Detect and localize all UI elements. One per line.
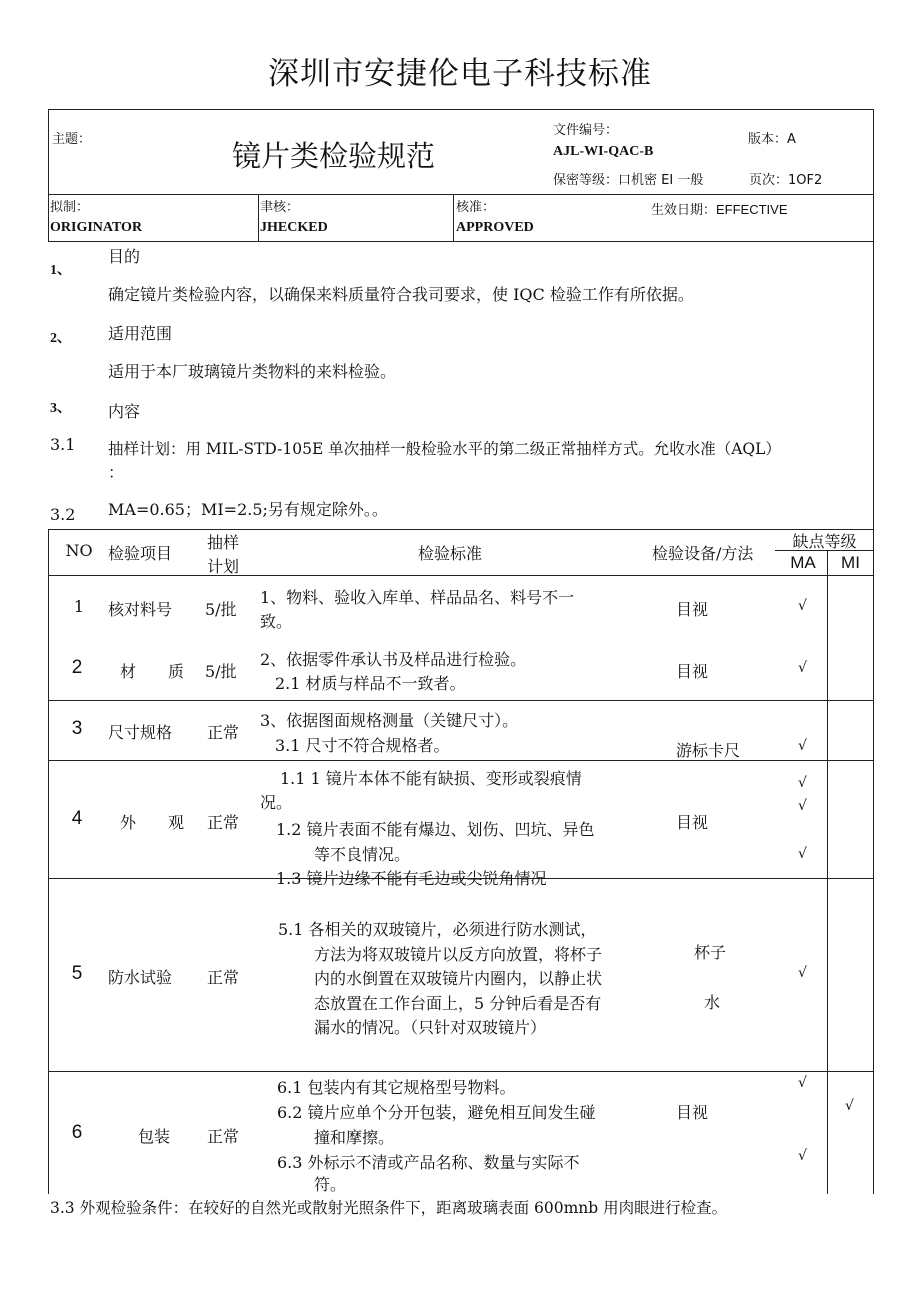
row-5-std-4: 态放置在工作台面上，5 分钟后看是否有 <box>314 994 602 1013</box>
approver-en: APPROVED <box>456 220 534 235</box>
row-4-ma-check-2: √ <box>798 798 807 814</box>
row-2-method: 目视 <box>676 662 709 681</box>
section-2-text: 适用于本厂玻璃镜片类物料的来料检验。 <box>108 362 397 381</box>
row-6-std-4: 6.3 外标示不清或产品名称、数量与实际不 <box>277 1153 580 1172</box>
company-title: 深圳市安捷伦电子科技标准 <box>268 56 652 92</box>
row-3-item: 尺寸规格 <box>108 723 173 742</box>
row-6-top-border <box>48 1071 874 1072</box>
row-4-std-5: 1.3 镜片边缘不能有毛边或尖锐角情况 <box>276 869 547 888</box>
row-3-ma-check: √ <box>798 738 807 754</box>
row-4-plan: 正常 <box>207 813 240 832</box>
th-no: NO <box>65 541 93 560</box>
row-6-no: 6 <box>71 1122 83 1143</box>
section-3-1-number: 3.1 <box>50 435 76 454</box>
row-4-std-3: 1.2 镜片表面不能有爆边、划伤、凹坑、异色 <box>276 820 595 839</box>
row-4-std-1: 1.1 1 镜片本体不能有缺损、变形或裂痕情 <box>280 769 582 788</box>
th-plan-2: 计划 <box>207 557 240 576</box>
row-6-std-1: 6.1 包装内有其它规格型号物料。 <box>277 1078 516 1097</box>
row-5-std-1: 5.1 各相关的双玻镜片，必须进行防水测试， <box>278 920 597 939</box>
row-5-std-5: 漏水的情况。（只针对双玻镜片） <box>314 1018 547 1037</box>
approver-label: 核准： <box>456 200 496 215</box>
section-2-number: 2、 <box>50 331 71 346</box>
row-6-item: 包装 <box>138 1127 171 1146</box>
row-2-item: 材 质 <box>120 662 185 681</box>
row-5-item: 防水试验 <box>108 968 173 987</box>
row-2-no: 2 <box>71 657 83 678</box>
row-4-std-4: 等不良情况。 <box>314 845 411 864</box>
version: 版本：A <box>748 132 796 147</box>
th-item: 检验项目 <box>108 544 173 563</box>
row-2-plan: 5/批 <box>205 662 237 681</box>
row-5-ma-check: √ <box>798 965 807 981</box>
row-1-std-1: 1、物料、验收入库单、样品品名、料号不一 <box>260 588 575 607</box>
row-6-method: 目视 <box>676 1103 709 1122</box>
table-header-bottom <box>48 575 874 576</box>
row-3-std-1: 3、依据图面规格测量（关键尺寸）。 <box>260 711 519 730</box>
row-6-plan: 正常 <box>207 1127 240 1146</box>
row-5-plan: 正常 <box>207 968 240 987</box>
header-divider-2 <box>453 194 454 241</box>
row-6-ma-check-2: √ <box>798 1148 807 1164</box>
header-divider-1 <box>258 194 259 241</box>
section-1-text: 确定镜片类检验内容，以确保来料质量符合我司要求，使 IQC 检验工作有所依据。 <box>108 285 694 304</box>
row-3-top-border <box>48 700 874 701</box>
row-4-method: 目视 <box>676 813 709 832</box>
section-3-number: 3、 <box>50 401 71 416</box>
header-top-border <box>48 109 874 110</box>
section-3-2-text: MA=0.65；MI=2.5;另有规定除外。。 <box>108 500 388 519</box>
row-4-ma-check-3: √ <box>798 846 807 862</box>
header-mid-border <box>48 194 874 195</box>
doc-no-label: 文件编号： <box>553 123 619 138</box>
table-top-border <box>48 529 874 530</box>
th-method: 检验设备/方法 <box>652 544 754 563</box>
section-3-2-number: 3.2 <box>50 505 76 524</box>
row-2-std-2: 2.1 材质与样品不一致者。 <box>275 674 466 693</box>
row-6-mi-check: √ <box>845 1098 854 1114</box>
row-1-item: 核对料号 <box>108 600 173 619</box>
th-plan-1: 抽样 <box>207 533 240 552</box>
th-ma: MA <box>790 553 816 572</box>
row-4-top-border <box>48 760 874 761</box>
section-2-title: 适用范围 <box>108 324 173 343</box>
row-4-std-clip <box>258 762 648 888</box>
drafter-label: 拟制： <box>50 200 90 215</box>
th-mi: MI <box>841 553 860 572</box>
header-left-border <box>48 109 49 241</box>
drafter-en: ORIGINATOR <box>50 220 143 235</box>
subject-label: 主题： <box>52 132 92 147</box>
section-1-number: 1、 <box>50 263 71 278</box>
row-2-ma-check: √ <box>798 660 807 676</box>
table-left-border <box>48 529 49 1194</box>
row-1-std-2: 致。 <box>260 612 293 631</box>
doc-no: AJL-WI-QAC-B <box>553 144 654 159</box>
row-1-method: 目视 <box>676 600 709 619</box>
row-1-plan: 5/批 <box>205 600 237 619</box>
checker-en: JHECKED <box>260 220 328 235</box>
section-1-title: 目的 <box>108 247 141 266</box>
row-4-std-2: 况。 <box>260 793 293 812</box>
page-number: 页次：1OF2 <box>749 173 823 188</box>
row-3-method: 游标卡尺 <box>676 741 741 760</box>
row-4-no: 4 <box>71 808 83 829</box>
row-5-std-2: 方法为将双玻镜片以反方向放置，将杯子 <box>314 945 603 964</box>
ma-mi-divider <box>827 550 828 1194</box>
row-3-plan: 正常 <box>207 723 240 742</box>
checker-label: 聿核： <box>260 200 300 215</box>
section-3-1-colon: ： <box>108 463 125 482</box>
row-6-std-3: 撞和摩擦。 <box>314 1128 395 1147</box>
row-5-std-3: 内的水倒置在双玻镜片内圈内，以静止状 <box>314 969 603 988</box>
row-6-ma-check-1: √ <box>798 1075 807 1091</box>
row-6-std-5: 符。 <box>314 1175 347 1194</box>
footer-note-3-3: 3.3 外观检验条件：在较好的自然光或散射光照条件下，距离玻璃表面 600mnb 用肉眼进行检查。 <box>50 1199 728 1217</box>
th-defect-level: 缺点等级 <box>792 532 857 551</box>
row-5-method-2: 水 <box>704 993 721 1012</box>
row-1-no: 1 <box>73 597 85 616</box>
row-4-item: 外 观 <box>120 813 185 832</box>
section-3-1-text: 抽样计划：用 MIL-STD-105E 单次抽样一般检验水平的第二级正常抽样方式。允收水准（AQL） <box>108 440 781 458</box>
row-4-ma-check-1: √ <box>798 775 807 791</box>
row-5-method-1: 杯子 <box>694 943 727 962</box>
header-bottom-border <box>48 241 874 242</box>
secrecy-level: 保密等级：口机密 EI 一般 <box>553 173 704 188</box>
row-1-ma-check: √ <box>798 598 807 614</box>
th-standard: 检验标准 <box>418 544 483 563</box>
row-3-std-2: 3.1 尺寸不符合规格者。 <box>275 736 450 755</box>
section-3-title: 内容 <box>108 402 141 421</box>
row-6-std-2: 6.2 镜片应单个分开包装，避免相互间发生碰 <box>277 1103 596 1122</box>
doc-title: 镜片类检验规范 <box>232 139 436 173</box>
row-3-no: 3 <box>71 718 83 739</box>
header-right-border <box>873 109 874 1194</box>
effective-date: 生效日期：EFFECTIVE <box>651 202 788 217</box>
row-5-no: 5 <box>71 963 83 984</box>
row-2-std-1: 2、依据零件承认书及样品进行检验。 <box>260 650 527 669</box>
